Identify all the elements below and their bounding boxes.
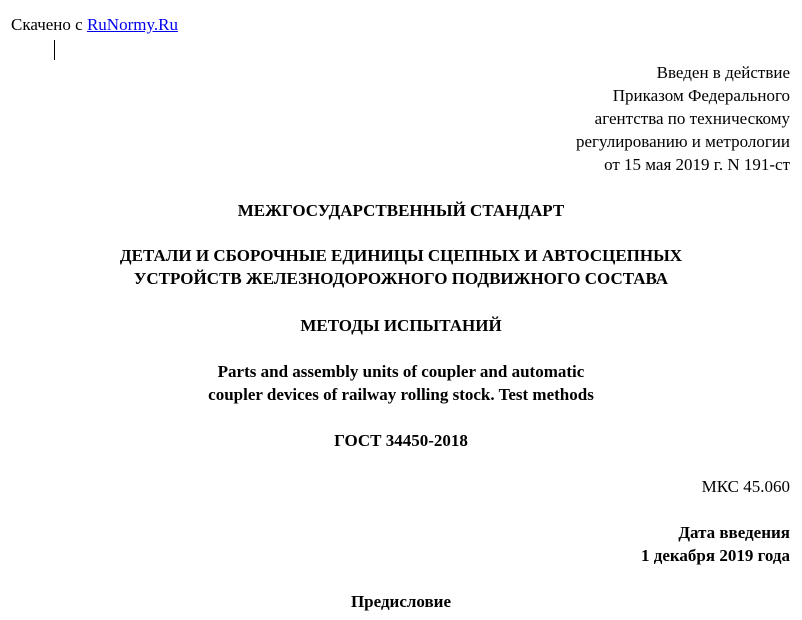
introduced-line: регулированию и метрологии xyxy=(575,132,790,151)
introduced-line: агентства по техническому xyxy=(594,109,790,128)
russian-title xyxy=(0,244,802,290)
text-cursor xyxy=(54,40,55,60)
methods-heading: МЕТОДЫ ИСПЫТАНИЙ xyxy=(300,316,502,335)
introduced-block xyxy=(576,61,790,176)
source-line xyxy=(11,14,178,36)
effective-date-value: 1 декабря 2019 года xyxy=(641,546,790,565)
russian-title-line: ДЕТАЛИ И СБОРОЧНЫЕ ЕДИНИЦЫ СЦЕПНЫХ И АВТОСЦЕПНЫХ xyxy=(119,246,683,265)
introduced-line: Приказом Федерального xyxy=(612,86,790,105)
effective-date-block xyxy=(641,521,790,567)
standard-type-heading: МЕЖГОСУДАРСТВЕННЫЙ СТАНДАРТ xyxy=(237,201,565,220)
preface-heading: Предисловие xyxy=(350,592,452,611)
english-title xyxy=(0,360,802,406)
english-title-line: coupler devices of railway rolling stock. Test methods xyxy=(208,385,594,404)
introduced-line: от 15 мая 2019 г. N 191-ст xyxy=(604,155,790,174)
effective-date-label: Дата введения xyxy=(678,523,790,542)
russian-title-line: УСТРОЙСТВ ЖЕЛЕЗНОДОРОЖНОГО ПОДВИЖНОГО СОСТАВА xyxy=(133,269,669,288)
runormy-link[interactable]: RuNormy.Ru xyxy=(86,15,178,34)
mks-code: МКС 45.060 xyxy=(701,477,790,496)
source-prefix: Скачено с xyxy=(11,15,87,34)
gost-number: ГОСТ 34450-2018 xyxy=(334,431,468,450)
english-title-line: Parts and assembly units of coupler and automatic xyxy=(217,362,585,381)
introduced-line: Введен в действие xyxy=(656,63,790,82)
